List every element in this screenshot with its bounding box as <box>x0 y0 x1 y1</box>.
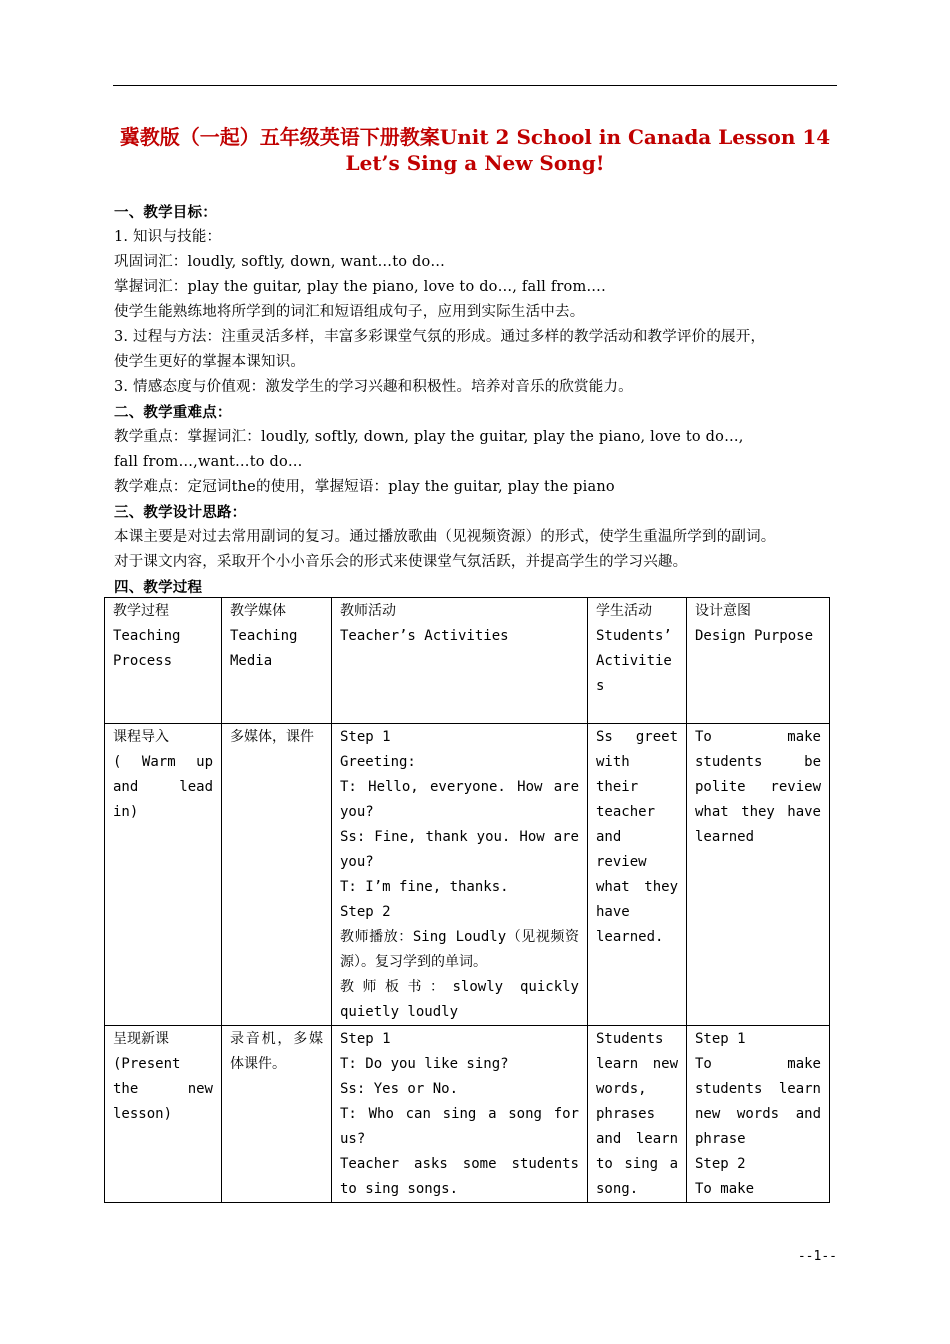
row1-teacher: Step 1 Greeting: T: Hello, everyone. How are you? Ss: Fine, thank you. How are you? T: I’m fine, thanks. Step 2 教师播放：Sing Loudly（见视频资源）。复习学到的单词。 教师板书：slowly quickly quietly loudly <box>332 724 588 1026</box>
body-text-line: 掌握词汇：play the guitar, play the piano, love to do…, fall from…. <box>114 279 606 295</box>
header-process: 教学过程 Teaching Process <box>105 598 222 724</box>
body-text-line: 3. 情感态度与价值观：激发学生的学习兴趣和积极性。培养对音乐的欣赏能力。 <box>114 379 633 395</box>
document-title <box>113 124 837 176</box>
header-media: 教学媒体 Teaching Media <box>222 598 332 724</box>
title-line-1: 冀教版（一起）五年级英语下册教案Unit 2 School in Canada Lesson 14 <box>119 125 831 149</box>
row2-teacher: Step 1 T: Do you like sing? Ss: Yes or No. T: Who can sing a song for us? Teacher asks some students to sing songs. <box>332 1026 588 1203</box>
body-text-line: 对于课文内容，采取开个小小音乐会的形式来使课堂气氛活跃，并提高学生的学习兴趣。 <box>114 554 688 570</box>
body-text-line: 1. 知识与技能： <box>114 229 222 245</box>
section-heading: 一、教学目标： <box>114 204 217 221</box>
section-heading: 四、教学过程 <box>114 579 203 596</box>
table-row <box>105 724 830 1026</box>
section-heading: 二、教学重难点： <box>114 404 232 421</box>
row1-students: Ss greet with their teacher and review what they have learned. <box>588 724 687 1026</box>
body-text-line: fall from…,want…to do… <box>114 454 303 470</box>
lesson-plan-body <box>114 200 838 600</box>
table-row <box>105 1026 830 1203</box>
row2-students: Students learn new words, phrases and learn to sing a song. <box>588 1026 687 1203</box>
body-text-line: 3. 过程与方法：注重灵活多样，丰富多彩课堂气氛的形成。通过多样的教学活动和教学评价的展开， <box>114 329 766 345</box>
header-purpose: 设计意图 Design Purpose <box>687 598 830 724</box>
section-heading: 三、教学设计思路： <box>114 504 247 521</box>
header-teacher: 教师活动 Teacher’s Activities <box>332 598 588 724</box>
row2-purpose: Step 1 To make students learn new words and phrase Step 2 To make <box>687 1026 830 1203</box>
row2-media: 录音机，多媒体课件。 <box>222 1026 332 1203</box>
row1-process: 课程导入 ( Warm up and lead in) <box>105 724 222 1026</box>
title-line-2: Let’s Sing a New Song! <box>345 151 605 175</box>
table-header-row <box>105 598 830 724</box>
body-text-line: 本课主要是对过去常用副词的复习。通过播放歌曲（见视频资源）的形式，使学生重温所学到的副词。 <box>114 529 776 545</box>
row1-purpose: To make students be polite review what they have learned <box>687 724 830 1026</box>
header-rule <box>113 85 837 86</box>
body-text-line: 教学重点：掌握词汇：loudly, softly, down, play the guitar, play the piano, love to do…, <box>114 429 744 445</box>
teaching-process-table <box>104 597 830 1203</box>
body-text-line: 巩固词汇：loudly, softly, down, want…to do… <box>114 254 446 270</box>
row2-process: 呈现新课 (Present the new lesson) <box>105 1026 222 1203</box>
header-students: 学生活动 Students’ Activities <box>588 598 687 724</box>
body-text-line: 使学生更好的掌握本课知识。 <box>114 354 306 370</box>
page-number: --1-- <box>797 1249 837 1264</box>
body-text-line: 使学生能熟练地将所学到的词汇和短语组成句子，应用到实际生活中去。 <box>114 304 585 320</box>
body-text-line: 教学难点：定冠词the的使用，掌握短语：play the guitar, play the piano <box>114 479 615 495</box>
row1-media: 多媒体，课件 <box>222 724 332 1026</box>
